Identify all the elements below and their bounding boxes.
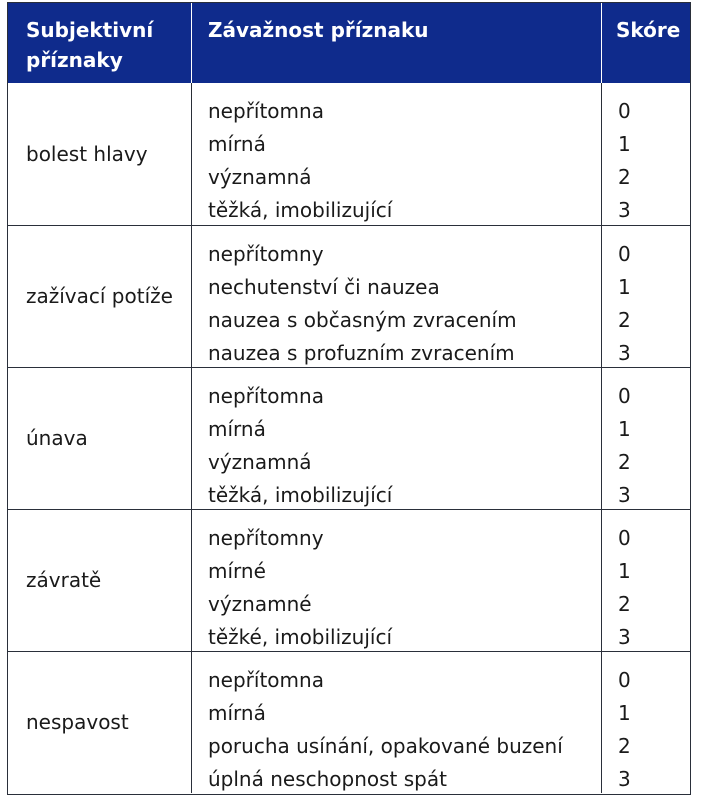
severity-level: nepřítomna	[208, 668, 324, 692]
severity-level: těžké, imobilizující	[208, 625, 393, 649]
score-cell	[602, 652, 690, 793]
severity-level: těžká, imobilizující	[208, 483, 393, 507]
severity-level: mírná	[208, 701, 266, 725]
score-value: 2	[618, 450, 631, 474]
symptom-name: únava	[26, 426, 88, 450]
header-cell-score	[602, 3, 690, 83]
score-value: 1	[618, 417, 631, 441]
severity-level: těžká, imobilizující	[208, 198, 393, 222]
score-value: 0	[618, 668, 631, 692]
severity-level: nauzea s profuzním zvracením	[208, 341, 515, 365]
score-value: 3	[618, 767, 631, 791]
score-value: 3	[618, 483, 631, 507]
severity-level: nechutenství či nauzea	[208, 275, 440, 299]
score-cell	[602, 226, 690, 367]
severity-level: nepřítomny	[208, 526, 324, 550]
header-score-label: Skóre	[616, 18, 681, 42]
symptom-cell	[8, 226, 192, 367]
score-cell	[602, 510, 690, 651]
score-value: 2	[618, 165, 631, 189]
symptom-cell	[8, 368, 192, 509]
severity-level: nepřítomna	[208, 384, 324, 408]
severity-level: mírná	[208, 417, 266, 441]
table-row	[8, 651, 690, 793]
severity-level: mírné	[208, 559, 266, 583]
symptom-name: bolest hlavy	[26, 141, 148, 166]
score-value: 1	[618, 701, 631, 725]
score-value: 1	[618, 559, 631, 583]
severity-level: úplná neschopnost spát	[208, 767, 447, 791]
severity-level: významné	[208, 592, 312, 616]
symptom-score-table	[7, 2, 691, 795]
table-row	[8, 509, 690, 651]
header-symptoms-label: Subjektivní příznaky	[26, 18, 154, 72]
score-value: 1	[618, 275, 631, 299]
severity-cell	[192, 226, 602, 367]
score-value: 0	[618, 384, 631, 408]
severity-cell	[192, 652, 602, 793]
table-row	[8, 225, 690, 367]
score-value: 2	[618, 734, 631, 758]
symptom-cell	[8, 510, 192, 651]
table-row	[8, 367, 690, 509]
symptom-cell	[8, 652, 192, 793]
header-cell-symptoms	[8, 3, 192, 83]
score-value: 2	[618, 308, 631, 332]
score-value: 1	[618, 132, 631, 156]
score-cell	[602, 368, 690, 509]
score-value: 3	[618, 625, 631, 649]
score-value: 2	[618, 592, 631, 616]
score-value: 3	[618, 198, 631, 222]
table-body	[8, 83, 690, 793]
severity-cell	[192, 368, 602, 509]
severity-cell	[192, 510, 602, 651]
severity-level: porucha usínání, opakované buzení	[208, 734, 563, 758]
severity-level: nepřítomny	[208, 242, 324, 266]
symptom-name: nespavost	[26, 710, 129, 734]
score-value: 0	[618, 526, 631, 550]
table-header	[8, 3, 690, 83]
symptom-name: zažívací potíže	[26, 284, 173, 308]
severity-level: mírná	[208, 132, 266, 156]
header-cell-severity	[192, 3, 602, 83]
severity-level: nepřítomna	[208, 99, 324, 123]
score-cell	[602, 83, 690, 225]
score-value: 3	[618, 341, 631, 365]
score-value: 0	[618, 242, 631, 266]
severity-cell	[192, 83, 602, 225]
score-value: 0	[618, 99, 631, 123]
symptom-cell	[8, 83, 192, 225]
symptom-name: závratě	[26, 568, 102, 592]
severity-level: významná	[208, 450, 312, 474]
table-row	[8, 83, 690, 225]
severity-level: nauzea s občasným zvracením	[208, 308, 517, 332]
header-severity-label: Závažnost příznaku	[208, 18, 429, 42]
severity-level: významná	[208, 165, 312, 189]
